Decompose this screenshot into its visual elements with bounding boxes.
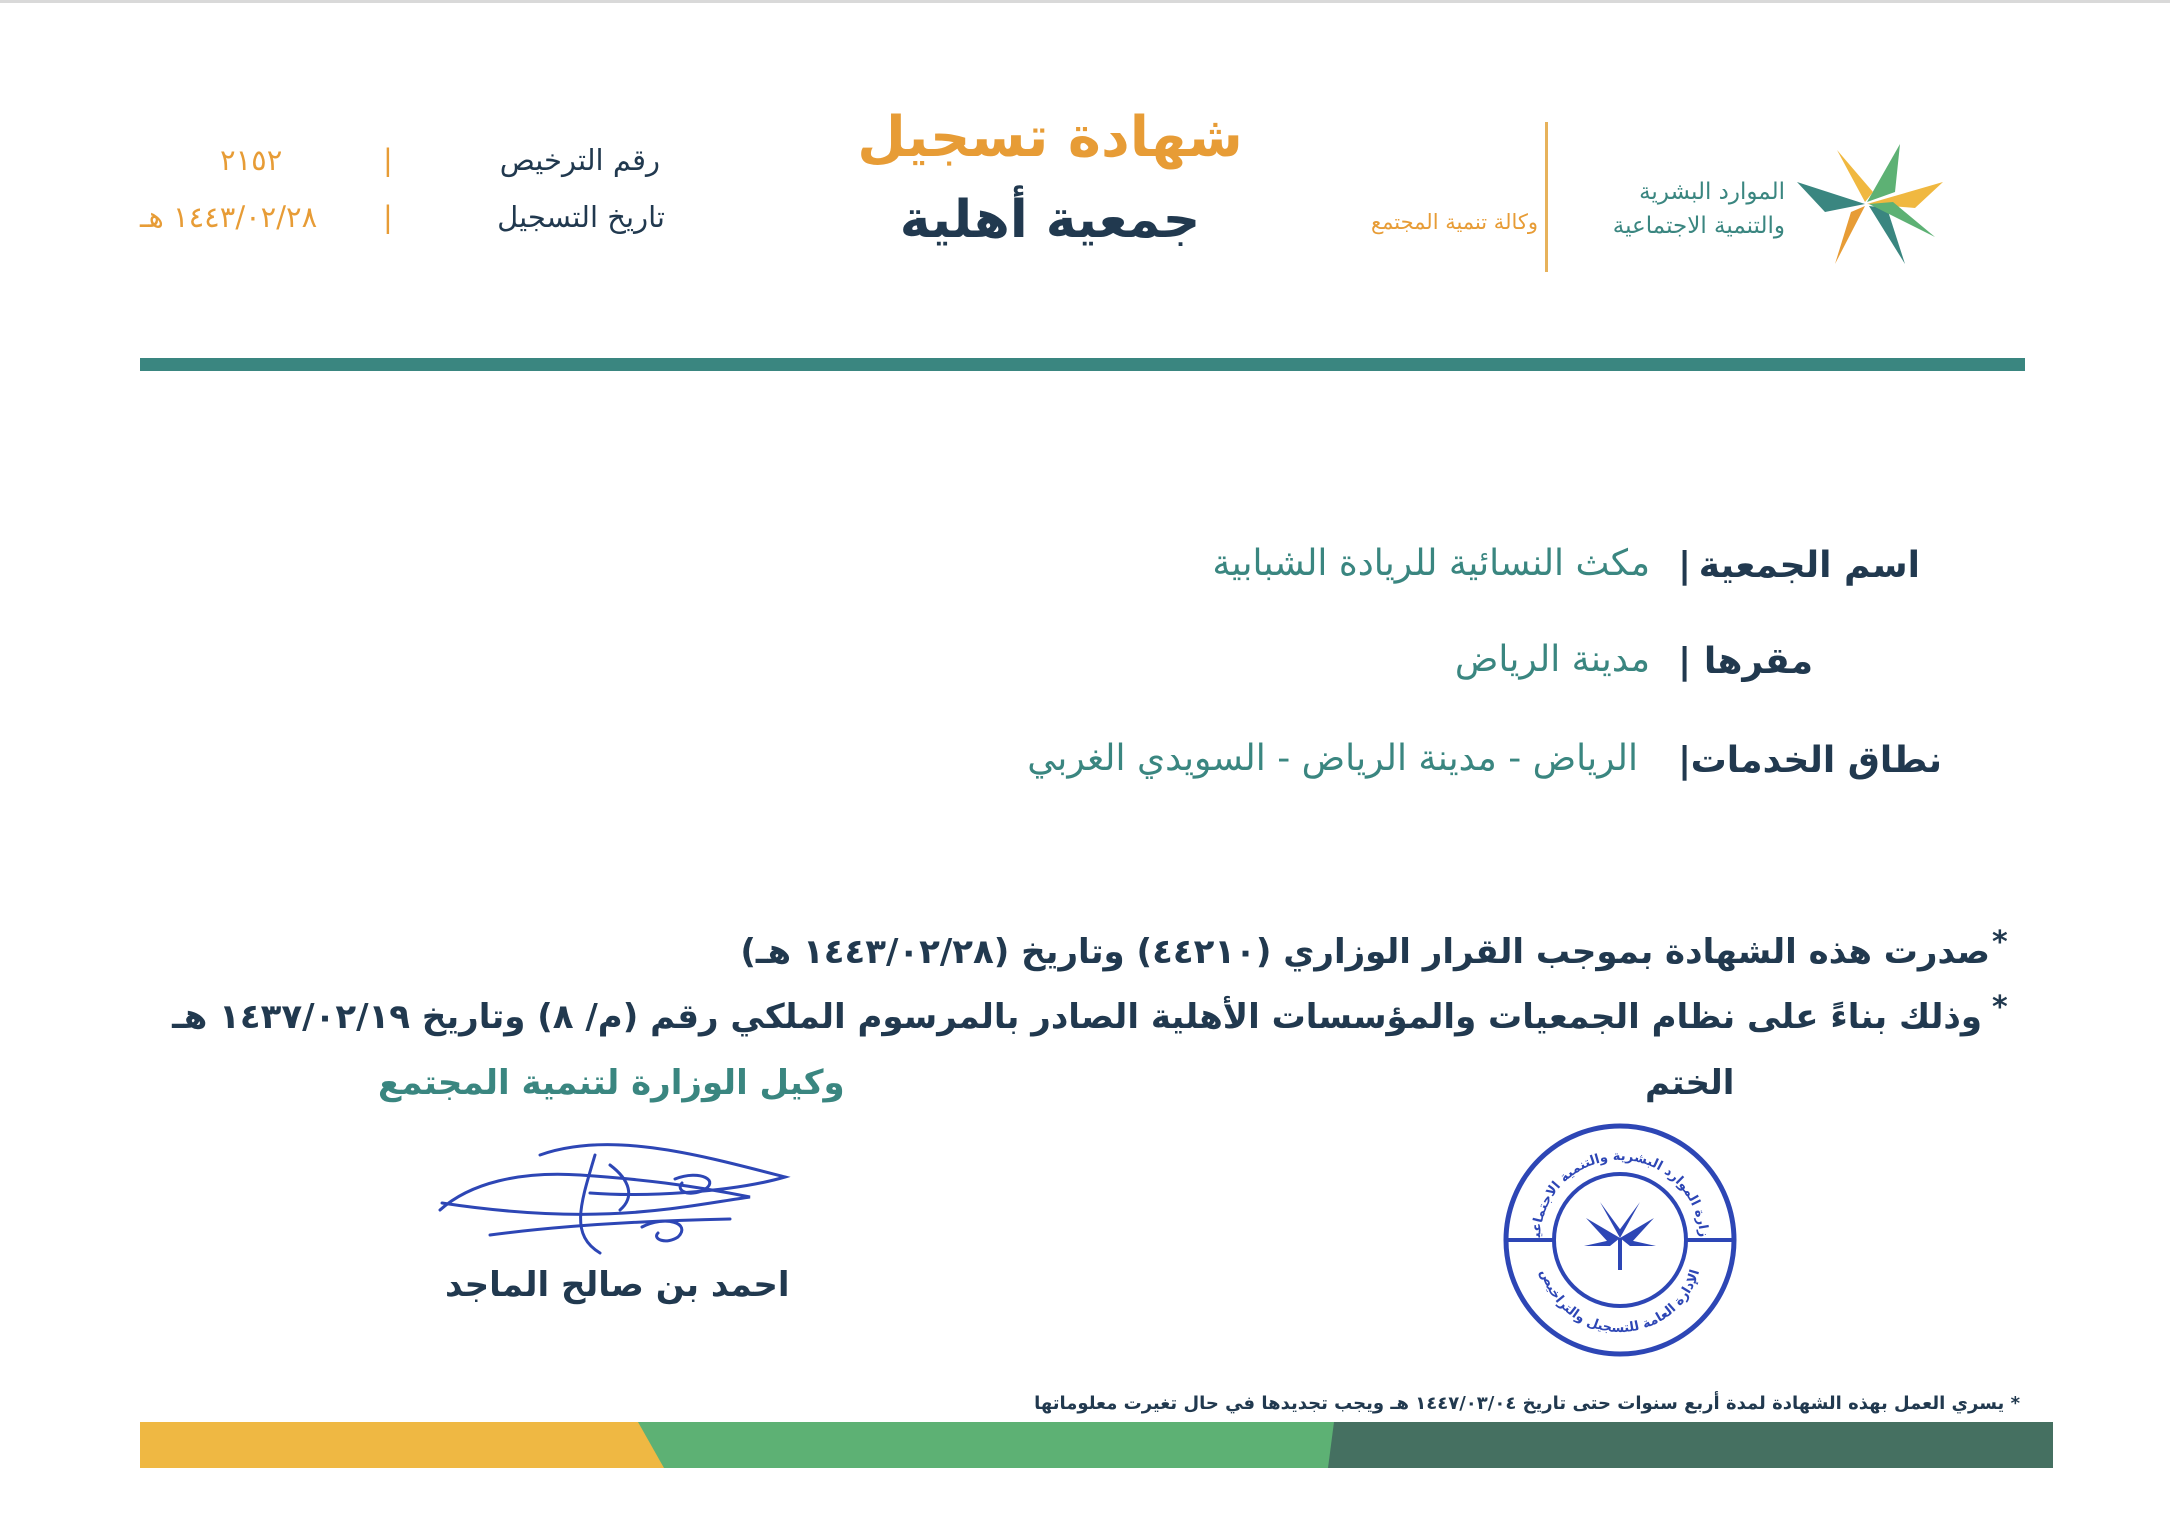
license-number-label: رقم الترخيص — [499, 143, 660, 177]
svg-text:وزارة الموارد البشرية والتنمية — [1500, 1120, 1711, 1239]
ministry-name — [1613, 175, 1785, 243]
statement-2-star: * — [1992, 990, 2008, 1025]
registration-date-separator: | — [383, 200, 393, 234]
license-number-value: ٢١٥٢ — [220, 143, 283, 177]
association-name-value: مكث النسائية للريادة الشبابية — [1212, 543, 1650, 584]
association-name-separator: | — [1678, 545, 1692, 586]
seal-top-text: زارة الموارد البشرية والتنمية الاجتماعية — [1529, 1148, 1712, 1238]
signer-name: احمد بن صالح الماجد — [445, 1265, 790, 1305]
registration-date-label: تاريخ التسجيل — [497, 200, 665, 234]
service-scope-separator: | — [1678, 740, 1692, 781]
headquarters-value: مدينة الرياض — [1454, 639, 1650, 680]
ministry-name-line2: والتنمية الاجتماعية — [1612, 213, 1785, 239]
validity-footnote — [1034, 1393, 2020, 1414]
registration-date-value: ١٤٤٣/٠٢/٢٨ هـ — [140, 200, 318, 234]
footer-band-dark — [1328, 1422, 2053, 1468]
headquarters-separator: | — [1678, 641, 1692, 682]
svg-text:الإدارة العامة للتسجيل والتراخ — [1537, 1267, 1704, 1336]
footnote-text: يسري العمل بهذه الشهادة لمدة أربع سنوات حتى تاريخ ١٤٤٧/٠٣/٠٤ هـ ويجب تجديدها في حال تغيرت معلوماتها — [1034, 1393, 2005, 1414]
top-border — [0, 0, 2170, 3]
footnote-star: * — [2010, 1393, 2020, 1414]
agency-name: وكالة تنمية المجتمع — [1370, 210, 1538, 234]
certificate-subtitle: جمعية أهلية — [899, 190, 1201, 250]
header-rule — [140, 358, 2025, 371]
headquarters-label: مقرها — [1703, 641, 1813, 682]
certificate-title: شهادة تسجيل — [857, 105, 1243, 170]
footer-band-green — [638, 1422, 1358, 1468]
official-seal-stamp — [1500, 1120, 1740, 1360]
seal-palm-icon — [1584, 1202, 1656, 1270]
handwritten-signature — [430, 1135, 800, 1265]
association-name-label: اسم الجمعية — [1698, 545, 1920, 586]
ministry-name-line1: الموارد البشرية — [1639, 179, 1785, 205]
service-scope-value: الرياض - مدينة الرياض - السويدي الغربي — [1027, 738, 1638, 779]
undersecretary-title: وكيل الوزارة لتنمية المجتمع — [378, 1063, 845, 1103]
seal-bottom-text: الإدارة العامة للتسجيل والتراخيص — [1536, 1267, 1704, 1337]
header-divider — [1545, 122, 1548, 272]
statement-1-star: * — [1992, 925, 2008, 960]
statement-line-1: صدرت هذه الشهادة بموجب القرار الوزاري (٤٤٢١٠) وتاريخ (١٤٤٣/٠٢/٢٨ هـ) — [740, 932, 1990, 972]
seal-title: الختم — [1645, 1063, 1735, 1103]
license-separator: | — [383, 143, 393, 177]
statement-line-2: وذلك بناءً على نظام الجمعيات والمؤسسات الأهلية الصادر بالمرسوم الملكي رقم (م/ ٨) وتاريخ ١٤٣٧/٠٢/١٩ هـ — [172, 997, 1982, 1037]
service-scope-label: نطاق الخدمات — [1690, 740, 1942, 781]
ministry-logo-icon — [1795, 142, 1945, 267]
